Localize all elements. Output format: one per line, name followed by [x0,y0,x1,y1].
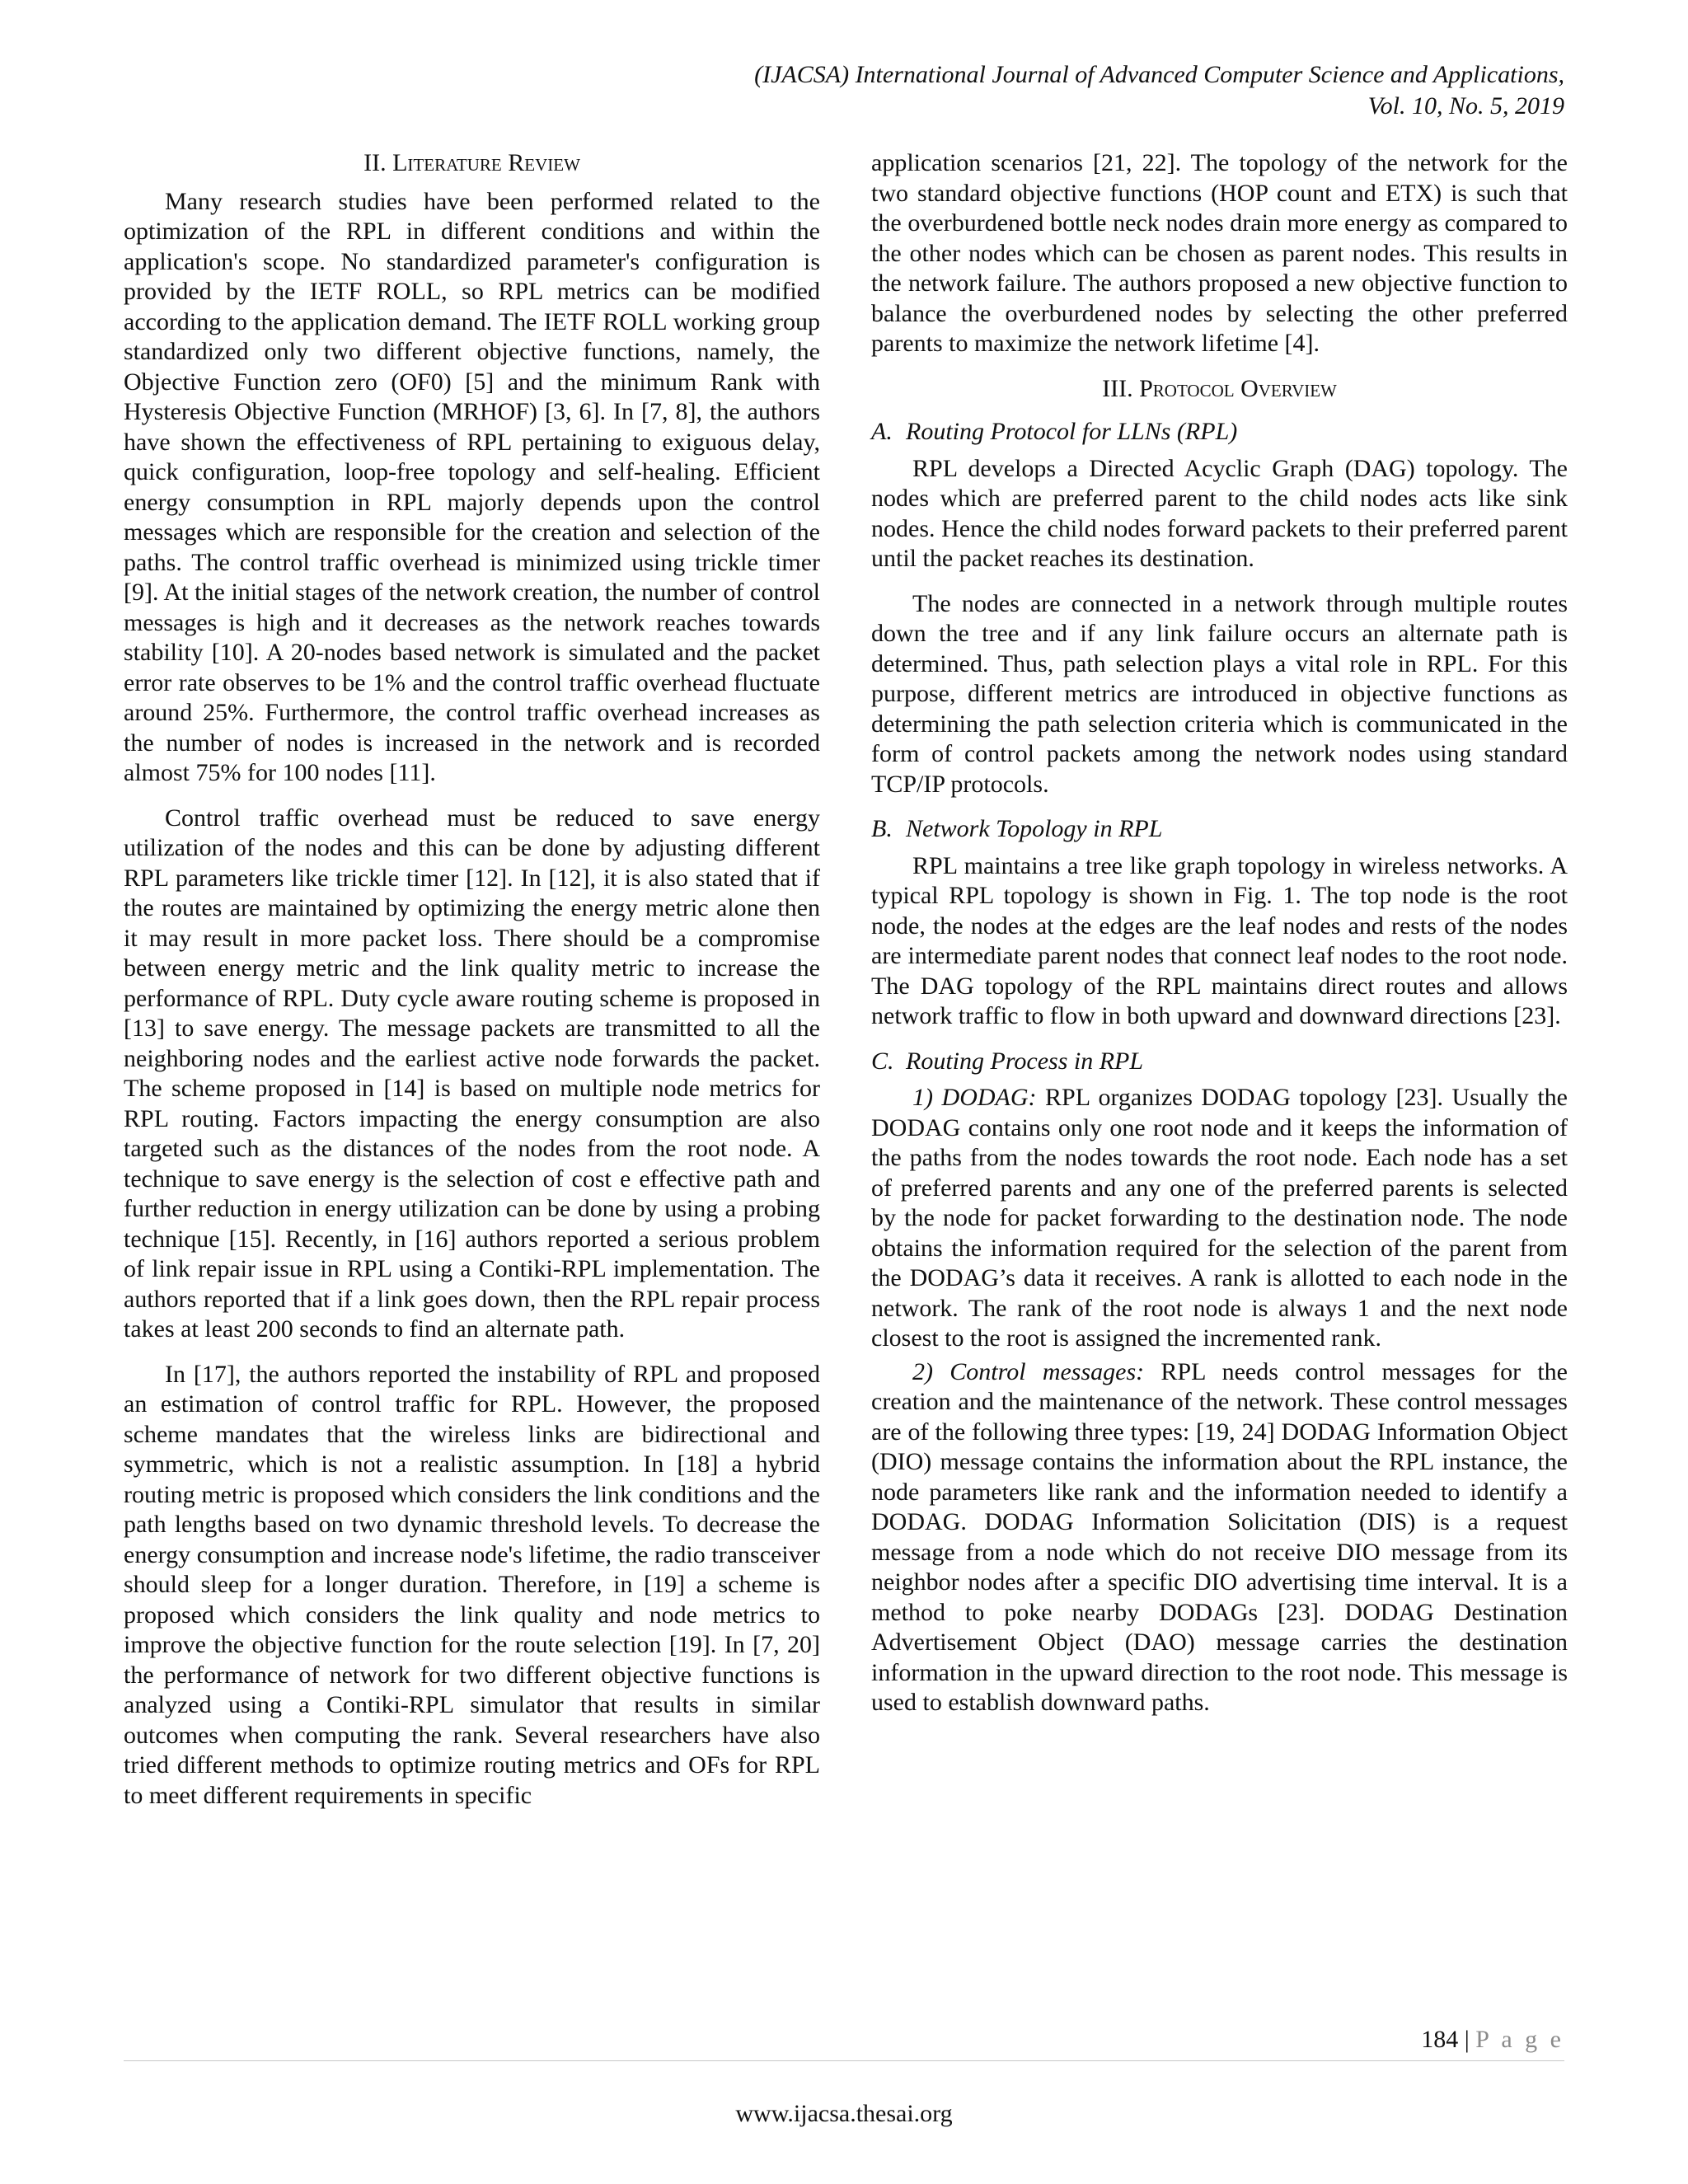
page-separator: | [1464,2026,1470,2053]
subsection-letter: B. [871,815,893,842]
paragraph-text: RPL needs control messages for the creation and the maintenance of the network. These control messages are of the following three types: [19, 24] DODAG Information Object (DIO) message contains the information about the RPL instance, the node parameters like rank and the information needed to identify a DODAG. DODAG Information Solicitation (DIS) is a request message from a node which do not receive DIO message from its neighbor nodes after a specific DIO advertising time interval. It is a method to poke nearby DODAGs [23]. DODAG Destination Advertisement Object (DAO) message carries the destination information in the upward direction to the root node. This message is used to establish downward paths. [871,1357,1568,1716]
section-number: III. [1102,374,1133,402]
subsection-title: Routing Protocol for LLNs (RPL) [906,418,1238,445]
right-column [871,148,1568,1733]
paragraph: In [17], the authors reported the instability of RPL and proposed an estimation of control traffic for RPL. However, the proposed scheme mandates that the wireless links are bidirectional and symmetric, which is not a realistic assumption. In [18] a hybrid routing metric is proposed which considers the link conditions and the path lengths based on two dynamic threshold levels. To decrease the energy consumption and increase node's lifetime, the radio transceiver should sleep for a longer duration. Therefore, in [19] a scheme is proposed which considers the link quality and node metrics to improve the objective function for the route selection [19]. In [7, 20] the performance of network for two different objective functions is analyzed using a Contiki-RPL simulator that results in similar outcomes when computing the rank. Several researchers have also tried different methods to optimize routing metrics and OFs for RPL to meet different requirements in specific [124,1360,820,1809]
footer-divider [124,2060,1564,2061]
paragraph-label: 1) DODAG: [912,1084,1037,1111]
paragraph-continued: application scenarios [21, 22]. The topology of the network for the two standard objective functions (HOP count and ETX) is such that the overburdened bottle neck nodes drain more energy as compared to the other nodes which can be chosen as parent nodes. This results in the network failure. The authors proposed a new objective function to balance the overburdened nodes by selecting the other preferred parents to maximize the network lifetime [4]. [871,149,1568,357]
paragraph-label: 2) Control messages: [912,1357,1145,1385]
section-number: II. [363,149,387,176]
page-number [1421,2026,1564,2054]
subsection-title: Routing Process in RPL [906,1047,1144,1075]
subsection-heading-b [871,814,1568,845]
footer-url: www.ijacsa.thesai.org [735,2100,953,2127]
subsection-letter: A. [871,418,893,445]
journal-volume: Vol. 10, No. 5, 2019 [1367,92,1564,120]
section-title: Protocol Overview [1139,374,1337,402]
paragraph: Many research studies have been performed related to the optimization of the RPL in different conditions and within the application's scope. No standardized parameter's configuration is provided by the IETF ROLL, so RPL metrics can be modified according to the application demand. The IETF ROLL working group standardized only two different objective functions, namely, the Objective Function zero (OF0) [5] and the minimum Rank with Hysteresis Objective Function (MRHOF) [3, 6]. In [7, 8], the authors have shown the effectiveness of RPL pertaining to exiguous delay, quick configuration, loop-free topology and self-healing. Efficient energy consumption in RPL majorly depends upon the control messages which are responsible for the creation and selection of the paths. The control traffic overhead is minimized using trickle timer [9]. At the initial stages of the network creation, the number of control messages is high and it decreases as the network reaches towards stability [10]. A 20-nodes based network is simulated and the packet error rate observes to be 1% and the control traffic overhead fluctuate around 25%. Furthermore, the control traffic overhead increases as the number of nodes is increased in the network and is recorded almost 75% for 100 nodes [11]. [124,187,820,786]
subsection-letter: C. [871,1047,894,1075]
paragraph: Control traffic overhead must be reduced to save energy utilization of the nodes and this can be done by adjusting different RPL parameters like trickle timer [12]. In [12], it is also stated that if the routes are maintained by optimizing the energy metric alone then it may result in more packet loss. There should be a compromise between energy metric and the link quality metric to increase the performance of RPL. Duty cycle aware routing scheme is proposed in [13] to save energy. The message packets are transmitted to all the neighboring nodes and the earliest active node forwards the packet. The scheme proposed in [14] is based on multiple node metrics for RPL routing. Factors impacting the energy consumption are also targeted such as the distances of the nodes from the root node. A technique to save energy is the selection of cost e effective path and further reduction in energy utilization can be done by using a probing technique [15]. Recently, in [16] authors reported a serious problem of link repair issue in RPL using a Contiki-RPL implementation. The authors reported that if a link goes down, then the RPL repair process takes at least 200 seconds to find an alternate path. [124,804,820,1343]
paragraph: RPL maintains a tree like graph topology in wireless networks. A typical RPL topology is shown in Fig. 1. The top node is the root node, the nodes at the edges are the leaf nodes and rests of the nodes are intermediate parent nodes that connect leaf nodes to the root node. The DAG topology of the RPL maintains direct routes and allows network traffic to flow in both upward and downward directions [23]. [871,851,1568,1029]
section-heading-protocol-overview [871,374,1568,405]
paragraph: RPL develops a Directed Acyclic Graph (DAG) topology. The nodes which are preferred parent to the child nodes acts like sink nodes. Hence the child nodes forward packets to their preferred parent until the packet reaches its destination. [871,454,1568,572]
paragraph-dodag [871,1083,1568,1354]
journal-title: (IJACSA) International Journal of Advanced Computer Science and Applications, [754,61,1564,88]
page-word: P a g e [1475,2026,1564,2053]
subsection-heading-c [871,1047,1568,1077]
left-column [124,148,820,1825]
section-title: Literature Review [392,149,580,176]
paragraph-control-messages [871,1357,1568,1718]
paragraph-text: RPL organizes DODAG topology [23]. Usually the DODAG contains only one root node and it keeps the information of the paths from the nodes towards the root node. Each node has a set of preferred parents and any one of the preferred parents is selected by the node for packet forwarding to the destination node. The node obtains the information required for the selection of the parent from the DODAG’s data it receives. A rank is allotted to each node in the network. The rank of the root node is always 1 and the next node closest to the root is assigned the incremented rank. [871,1084,1568,1352]
subsection-heading-a [871,417,1568,448]
subsection-title: Network Topology in RPL [906,815,1163,842]
section-heading-literature-review [124,148,820,179]
page-number-value: 184 [1421,2026,1459,2053]
journal-header [575,59,1564,122]
paragraph: The nodes are connected in a network through multiple routes down the tree and if any link failure occurs an alternate path is determined. Thus, path selection plays a vital role in RPL. For this purpose, different metrics are introduced in objective functions as determining the path selection criteria which is communicated in the form of control packets among the network nodes using standard TCP/IP protocols. [871,589,1568,798]
